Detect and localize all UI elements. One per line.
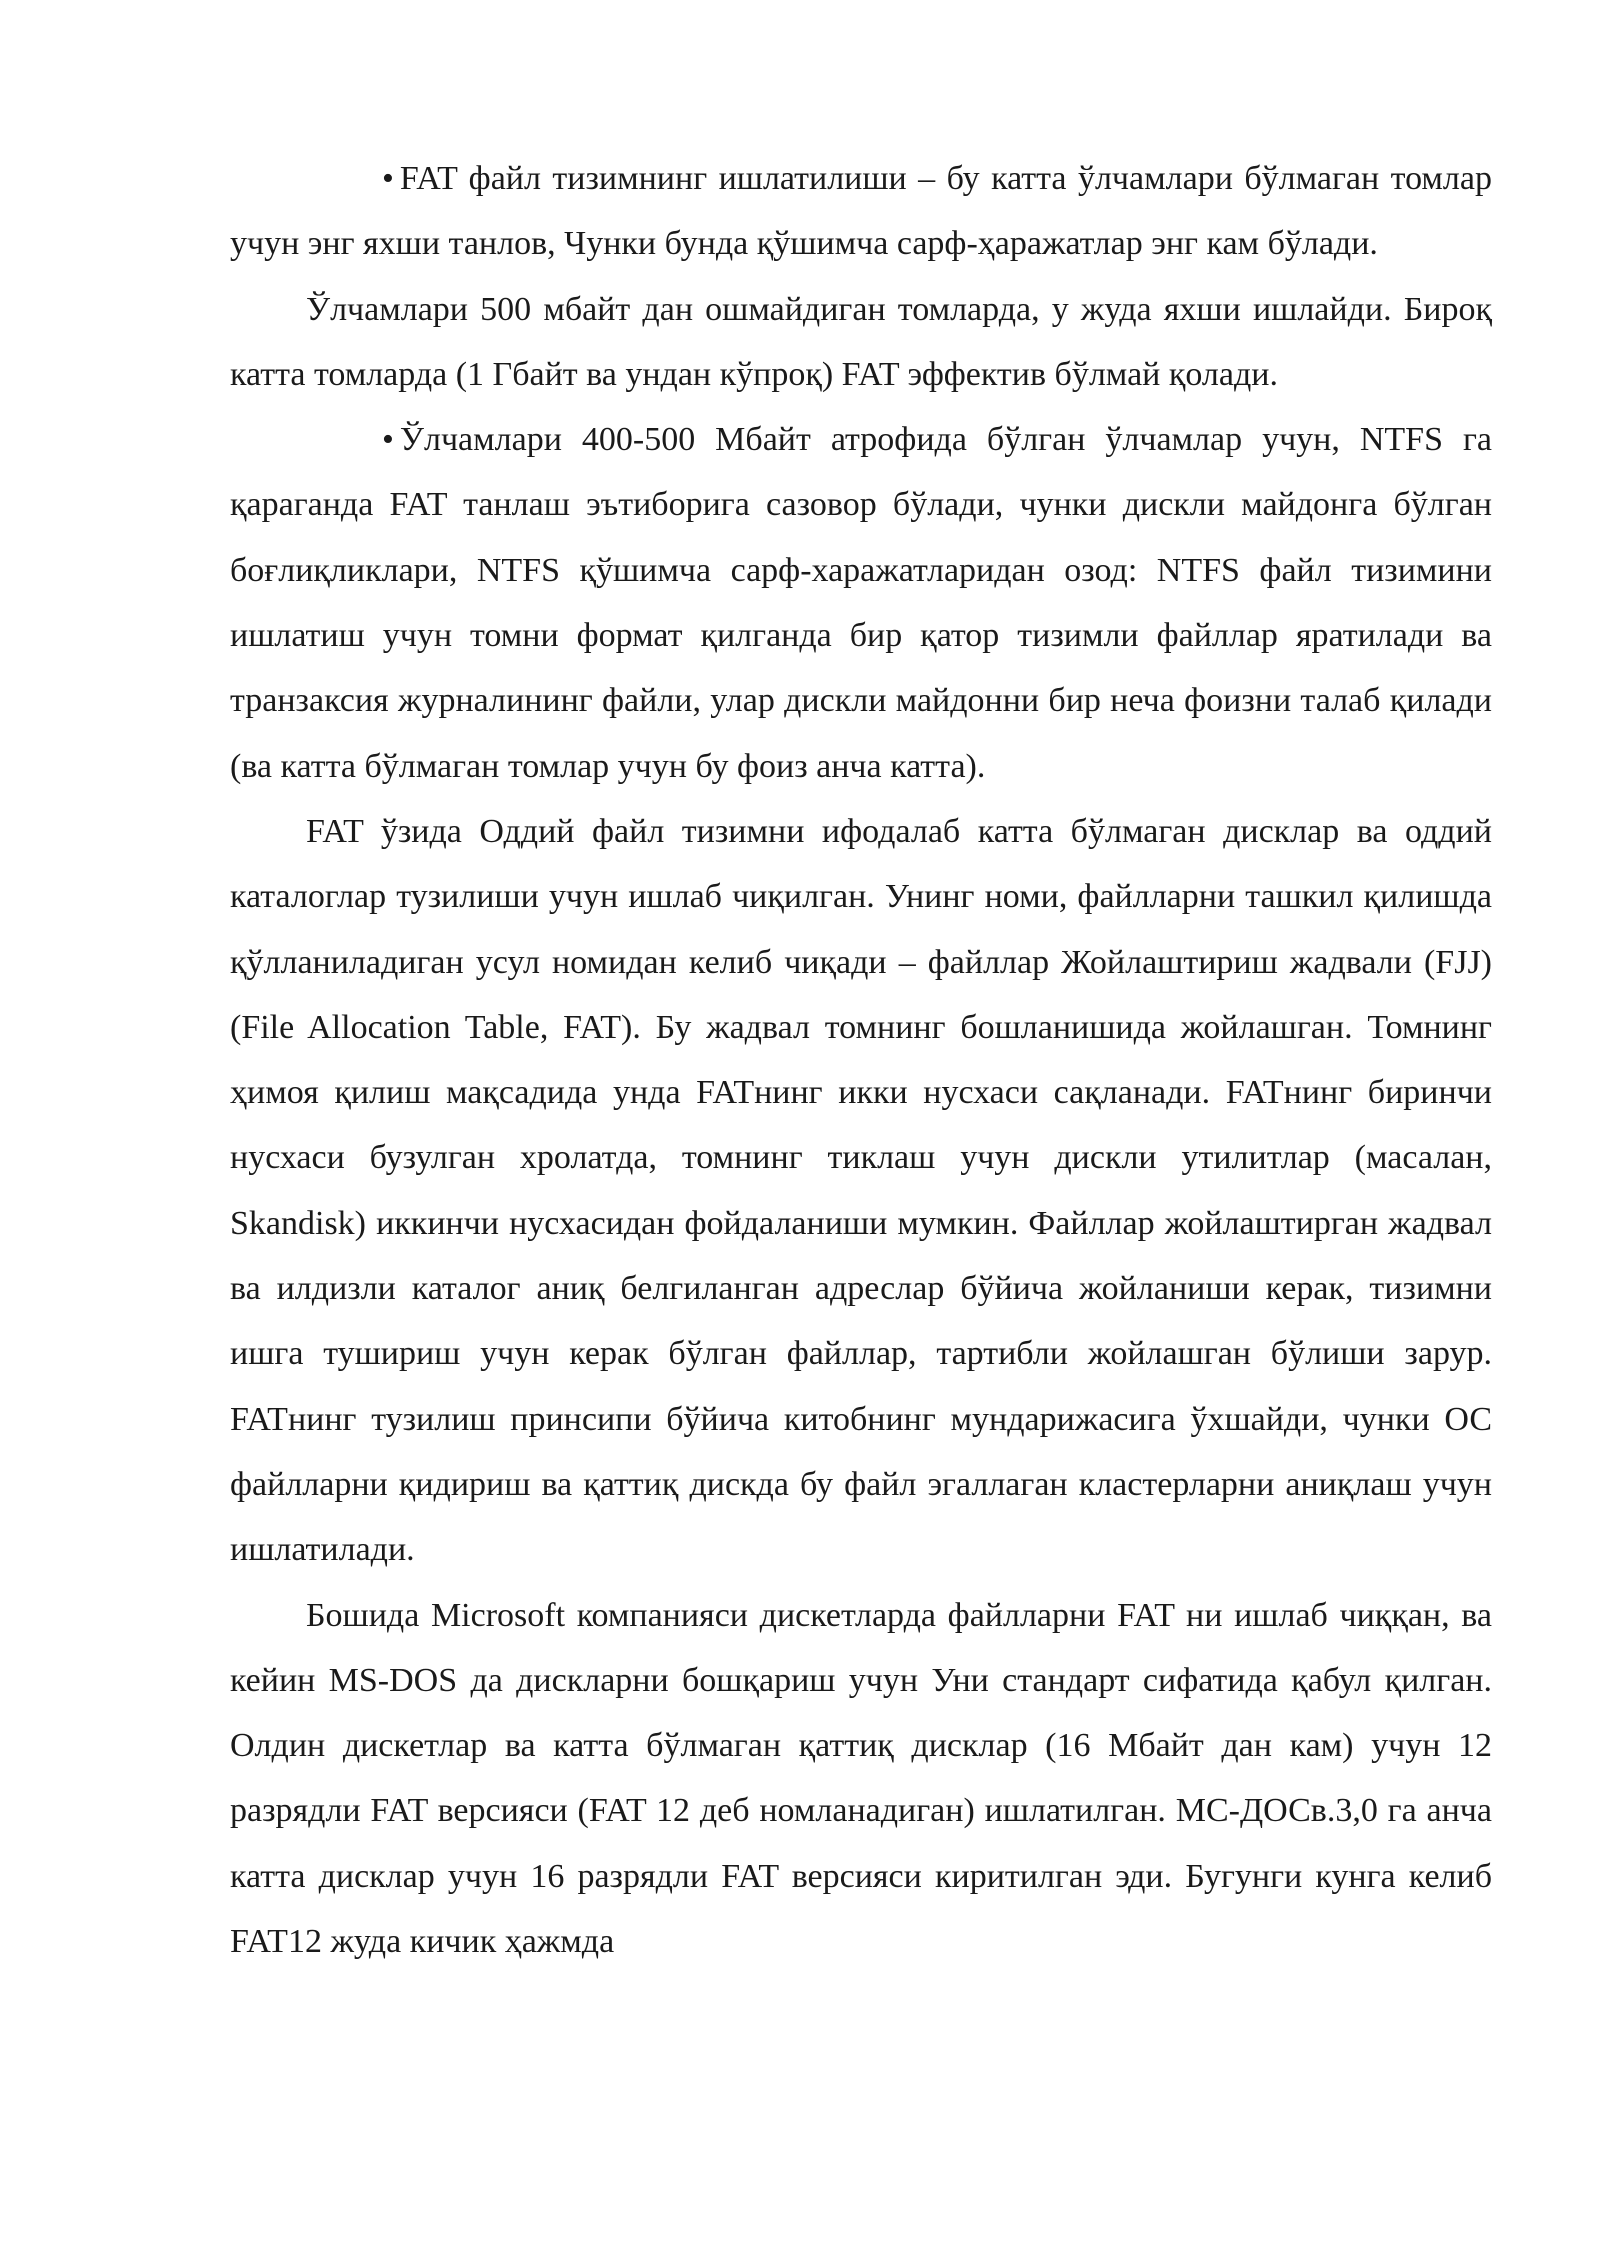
paragraph-fat-usage — [230, 146, 1492, 277]
paragraph-volume-size — [230, 277, 1492, 408]
bullet-marker: • — [382, 160, 394, 197]
paragraph-text: Бошида Microsoft компанияси дискетларда файлларни FAT ни ишлаб чиққан, ва кейин MS-DOS да дискларни бошқариш учун Уни стандарт сифатида қабул қилган. Олдин дискетлар ва катта бўлмаган қаттиқ дисклар (16 Мбайт дан кам) учун 12 разрядли FAT версияси (FAT 12 деб номланадиган) ишлатилган. МС-ДОСв.3,0 га анча катта дисклар учун 16 разрядли FAT версияси киритилган эди. Бугунги кунга келиб FAT12 жуда кичик ҳажмда — [230, 1596, 1492, 1961]
paragraph-fat-vs-ntfs — [230, 407, 1492, 799]
document-body — [230, 146, 1492, 1974]
paragraph-text: Ўлчамлари 500 мбайт дан ошмайдиган томларда, у жуда яхши ишлайди. Бироқ катта томларда (1 Гбайт ва ундан кўпроқ) FAT эффектив бўлмай қолади. — [230, 290, 1492, 393]
paragraph-text: FAT файл тизимнинг ишлатилиши – бу катта ўлчамлари бўлмаган томлар учун энг яхши танлов, Чунки бунда қўшимча сарф-ҳаражатлар энг кам бўлади. — [230, 160, 1492, 263]
paragraph-fat-history — [230, 1583, 1492, 1975]
paragraph-text: Ўлчамлари 400-500 Мбайт атрофида бўлган ўлчамлар учун, NTFS га қараганда FAT танлаш эътиборига сазовор бўлади, чунки дискли майдонга бўлган боғлиқликлари, NTFS қўшимча сарф-харажатларидан озод: NTFS файл тизимини ишлатиш учун томни формат қилганда бир қатор тизимли файллар яратилади ва транзаксия журналининг файли, улар дискли майдонни бир неча фоизни талаб қилади (ва катта бўлмаган томлар учун бу фоиз анча катта). — [230, 421, 1492, 785]
bullet-marker: • — [382, 421, 394, 459]
paragraph-fat-structure — [230, 799, 1492, 1583]
paragraph-text: FAT ўзида Оддий файл тизимни ифодалаб катта бўлмаган дисклар ва оддий каталоглар тузилиши учун ишлаб чиқилган. Унинг номи, файлларни ташкил қилишда қўлланиладиган усул номидан келиб чиқади – файллар Жойлаштириш жадвали (FJJ) (File Allocation Table, FAT). Бу жадвал томнинг бошланишида жойлашган. Томнинг ҳимоя қилиш мақсадида унда FATнинг икки нусхаси сақланади. FATнинг биринчи нусхаси бузулган хролатда, томнинг тиклаш учун дискли утилитлар (масалан, Skandisk) иккинчи нусхасидан фойдаланиши мумкин. Файллар жойлаштирган жадвал ва илдизли каталог аниқ белгиланган адреслар бўйича жойланиши керак, тизимни ишга тушириш учун керак бўлган файллар, тартибли жойлашган бўлиши зарур. FATнинг тузилиш принсипи бўйича китобнинг мундарижасига ўхшайди, чунки ОС файлларни қидириш ва қаттиқ дискда бу файл эгаллаган кластерларни аниқлаш учун ишлатилади. — [230, 812, 1492, 1569]
